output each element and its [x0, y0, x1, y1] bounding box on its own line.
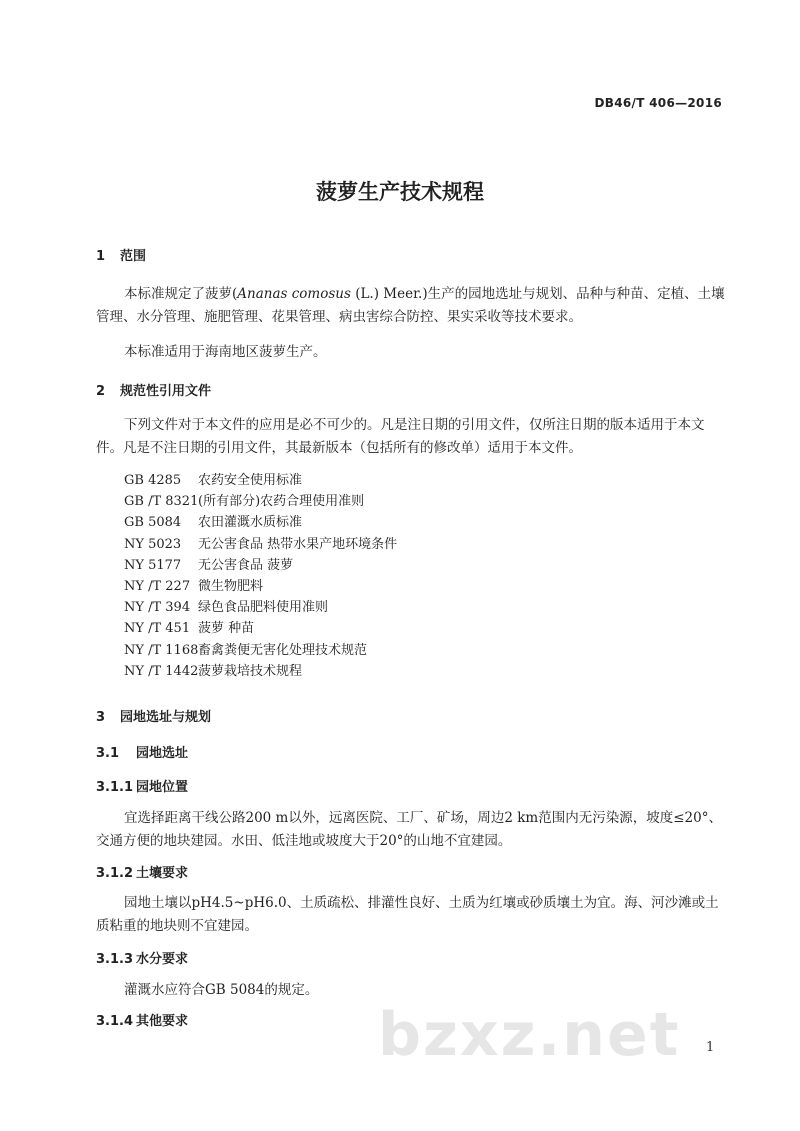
standard-code: DB46/T 406—2016 [594, 96, 722, 110]
reference-item [124, 554, 397, 575]
ref-title: 无公害食品 菠萝 [198, 557, 294, 573]
watermark: bzxz.net [378, 1000, 681, 1070]
ref-code: GB /T 8321 [124, 494, 199, 510]
section-3-1-1-heading [96, 776, 188, 795]
section-title: 规范性引用文件 [120, 384, 212, 399]
reference-item [124, 533, 397, 554]
reference-item [124, 469, 397, 490]
section-number: 3.1.2 [96, 866, 134, 881]
section-title: 水分要求 [136, 952, 189, 967]
water-requirements-paragraph: 灌溉水应符合GB 5084的规定。 [124, 982, 319, 998]
section-2-heading [96, 380, 211, 399]
section-title: 土壤要求 [136, 866, 189, 881]
ref-title: 菠萝栽培技术规程 [198, 663, 303, 679]
section-number: 3.1 [96, 746, 120, 761]
reference-item [124, 617, 397, 638]
reference-list [124, 469, 397, 681]
scope-applicability: 本标准适用于海南地区菠萝生产。 [124, 344, 327, 360]
reference-item [124, 511, 397, 532]
document-title: 菠萝生产技术规程 [316, 180, 484, 204]
scope-paragraph [96, 283, 728, 329]
ref-title: 微生物肥料 [198, 578, 264, 594]
ref-title: 菠萝 种苗 [198, 621, 255, 637]
reference-item [124, 596, 397, 617]
section-3-1-heading [96, 742, 188, 761]
ref-code: NY /T 451 [124, 621, 191, 637]
ref-code: NY 5023 [124, 536, 182, 552]
section-number: 3 [96, 710, 106, 725]
section-title: 其他要求 [136, 1014, 189, 1029]
ref-title: 农药安全使用标准 [198, 473, 303, 488]
section-title: 园地选址与规划 [120, 710, 212, 725]
section-number: 3.1.4 [96, 1014, 134, 1029]
ref-title: 畜禽粪便无害化处理技术规范 [198, 642, 368, 658]
section-3-1-2-heading [96, 862, 188, 881]
section-number: 1 [96, 249, 106, 264]
section-title: 园地选址 [136, 746, 189, 761]
ref-code: NY /T 394 [124, 600, 191, 616]
ref-title: (所有部分)农药合理使用准则 [198, 494, 365, 510]
ref-title: 农田灌溉水质标准 [198, 515, 303, 531]
reference-item [124, 575, 397, 596]
ref-title: 无公害食品 热带水果产地环境条件 [198, 536, 398, 552]
ref-code: NY /T 1442 [124, 663, 199, 679]
ref-code: NY /T 1168 [124, 642, 199, 658]
section-number: 3.1.1 [96, 780, 134, 795]
scope-text-a: 本标准规定了菠萝( [124, 286, 238, 302]
reference-item [124, 490, 397, 511]
scope-text-b: (L.) Meer.)生产的园地选址与规划、品种与种苗、定植、土壤管理、水分管理、施肥管理、花果管理、病虫害综合防控、果实采收等技术要求。 [96, 286, 725, 325]
section-3-heading [96, 706, 211, 725]
section-3-1-4-heading [96, 1010, 188, 1029]
ref-code: NY /T 227 [124, 578, 191, 594]
species-name: Ananas comosus [237, 286, 351, 302]
section-number: 2 [96, 384, 106, 399]
soil-requirements-paragraph: 园地土壤以pH4.5~pH6.0、土质疏松、排灌性良好、土质为红壤或砂质壤土为宜。海、河沙滩或土质粘重的地块则不宜建园。 [96, 895, 719, 934]
section-1-heading [96, 245, 146, 264]
ref-code: GB 4285 [124, 473, 182, 488]
section-title: 范围 [120, 249, 147, 264]
ref-code: GB 5084 [124, 515, 182, 531]
ref-code: NY 5177 [124, 557, 182, 573]
reference-item [124, 660, 397, 681]
normative-refs-paragraph: 下列文件对于本文件的应用是必不可少的。凡是注日期的引用文件，仅所注日期的版本适用于本文件。凡是不注日期的引用文件，其最新版本（包括所有的修改单）适用于本文件。 [96, 417, 705, 456]
ref-title: 绿色食品肥料使用准则 [198, 600, 329, 616]
section-title: 园地位置 [136, 780, 189, 795]
section-3-1-3-heading [96, 948, 188, 967]
reference-item [124, 639, 397, 660]
section-number: 3.1.3 [96, 952, 134, 967]
page-number: 1 [706, 1040, 715, 1055]
site-location-paragraph: 宜选择距离干线公路200 m以外，远离医院、工厂、矿场，周边2 km范围内无污染源，坡度≤20°、交通方便的地块建园。水田、低洼地或坡度大于20°的山地不宜建园。 [96, 810, 722, 849]
